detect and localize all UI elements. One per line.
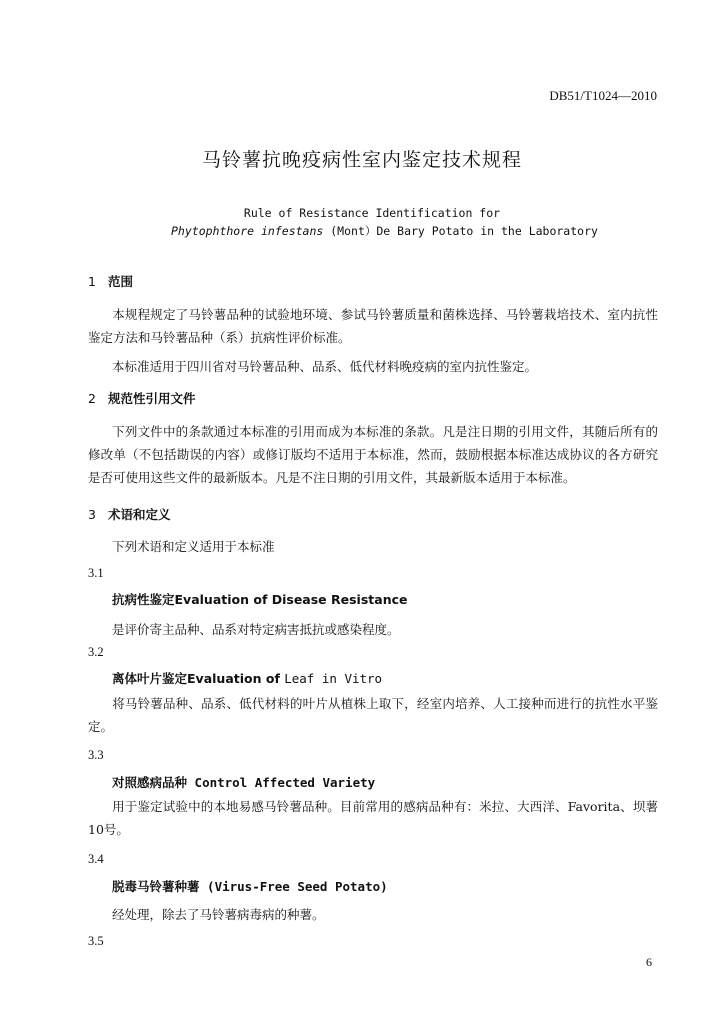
term-cn: 脱毒马铃薯种薯	[112, 879, 200, 894]
term-3-3	[112, 773, 375, 791]
definition-3-1: 是评价寄主品种、品系对特定病害抵抗或感染程度。	[112, 622, 400, 637]
section-number: 2	[88, 391, 96, 406]
section-number: 1	[88, 274, 96, 289]
term-en: Evaluation of Disease Resistance	[174, 592, 408, 607]
term-3-4	[112, 877, 388, 895]
paragraph-text: 下列文件中的条款通过本标准的引用而成为本标准的条款。凡是注日期的引用文件，其随后所有的修改单（不包括勘误的内容）或修订版均不适用于本标准，然而，鼓励根据本标准达成协议的各方研究是否可使用这些文件的最新版本。凡是不注日期的引用文件，其最新版本适用于本标准。	[88, 424, 658, 485]
paragraph-text: 将马铃薯品种、品系、低代材料的叶片从植株上取下，经室内培养、人工接种而进行的抗性水平鉴定。	[88, 696, 658, 734]
section-3-intro: 下列术语和定义适用于本标准	[112, 539, 275, 554]
document-title-en-line2	[171, 223, 598, 239]
section-title: 范围	[108, 274, 134, 289]
document-title-cn: 马铃薯抗晚疫病性室内鉴定技术规程	[201, 149, 522, 171]
paragraph-text: 本规程规定了马铃薯品种的试验地环境、参试马铃薯质量和菌株选择、马铃薯栽培技术、室内抗性鉴定方法和马铃薯品种（系）抗病性评价标准。	[88, 307, 658, 345]
definition-3-4: 经处理，除去了马铃薯病毒病的种薯。	[112, 907, 325, 922]
section-title: 术语和定义	[108, 507, 171, 522]
paragraph-text: 用于鉴定试验中的本地易感马铃薯品种。目前常用的感病品种有：米拉、大西洋、Favorita、坝薯10号。	[88, 799, 658, 837]
title-en-rest: (Mont）De Bary Potato in the Laboratory	[323, 224, 598, 238]
term-3-2	[112, 669, 382, 687]
term-en: Control Affected Variety	[187, 775, 376, 790]
page-number: 6	[646, 955, 652, 969]
section-title: 规范性引用文件	[108, 391, 196, 406]
clause-number-3-3: 3.3	[88, 748, 104, 762]
term-cn: 离体叶片鉴定	[112, 671, 188, 686]
section-1-paragraph-1	[88, 303, 658, 349]
section-1-paragraph-2: 本标准适用于四川省对马铃薯品种、品系、低代材料晚疫病的室内抗性鉴定。	[112, 359, 538, 374]
term-3-1	[112, 590, 407, 608]
section-number: 3	[88, 507, 96, 522]
term-en: (Virus-Free Seed Potato)	[199, 879, 388, 894]
standard-code: DB51/T1024—2010	[549, 88, 657, 103]
clause-number-3-5: 3.5	[88, 934, 104, 948]
definition-3-2	[88, 692, 658, 738]
definition-3-3	[88, 795, 658, 841]
term-en-mono: Leaf in Vitro	[284, 671, 383, 686]
clause-number-3-1: 3.1	[88, 566, 104, 580]
section-3-heading	[88, 505, 171, 523]
section-2-paragraph-1	[88, 420, 658, 489]
term-cn: 对照感病品种	[112, 775, 188, 790]
section-2-heading	[88, 389, 196, 407]
clause-number-3-4: 3.4	[88, 852, 104, 866]
term-en: Evaluation of	[187, 671, 285, 686]
species-name: Phytophthore infestans	[171, 224, 324, 238]
term-cn: 抗病性鉴定	[112, 592, 175, 607]
clause-number-3-2: 3.2	[88, 645, 104, 659]
document-title-en-line1: Rule of Resistance Identification for	[243, 206, 501, 220]
section-1-heading	[88, 272, 133, 290]
